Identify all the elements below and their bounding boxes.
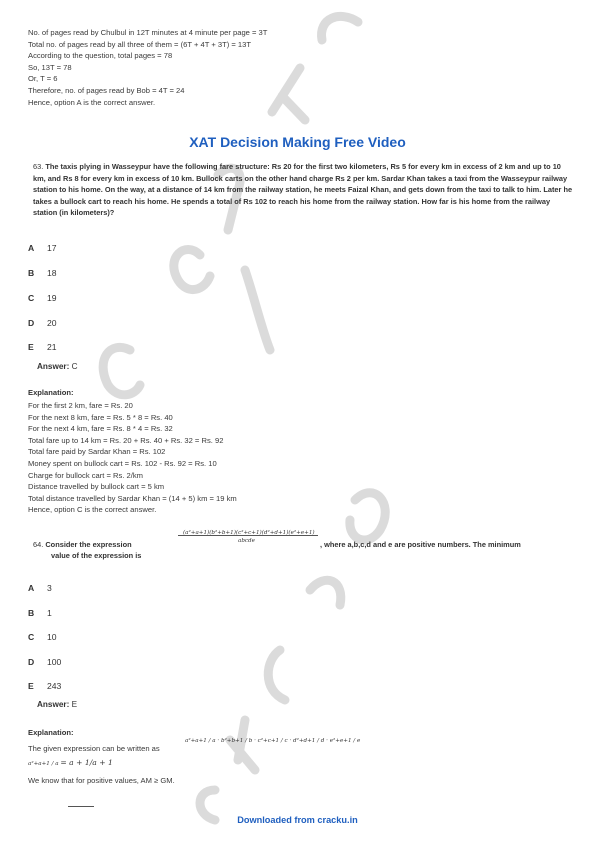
explanation-line: According to the question, total pages = 78 xyxy=(28,51,173,61)
option-value: 18 xyxy=(47,268,57,278)
option-letter: C xyxy=(28,293,35,303)
q64-option-d[interactable] xyxy=(28,657,61,667)
explanation-line: Total distance travelled by Sardar Khan = (14 + 5) km = 19 km xyxy=(28,493,237,503)
q64-identity xyxy=(28,758,113,767)
q64-explanation-title: Explanation: xyxy=(28,728,74,737)
q63-option-b[interactable] xyxy=(28,268,57,278)
q63-option-c[interactable] xyxy=(28,293,57,303)
answer-label: Answer: xyxy=(37,700,70,709)
question-63 xyxy=(33,161,573,219)
option-letter: B xyxy=(28,268,35,278)
q63-option-d[interactable] xyxy=(28,318,57,328)
footer-link[interactable]: Downloaded from cracku.in xyxy=(237,815,358,825)
explanation-line: Hence, option A is the correct answer. xyxy=(28,97,156,107)
answer-label: Answer: xyxy=(37,362,70,371)
question-text: The taxis plying in Wasseypur have the following fare structure: Rs 20 for the first two kilometers, Rs 5 for every km in excess of 2 km and up to 10 km, and Rs 8 for every km in excess of 10 km. Bullock carts on the other hand charge Rs 2 per km. Sardar Khan takes a taxi from the Wasseypur railway station to his home. On the way, at a distance of 14 km from the railway station, he meets Faizal Khan, and gets down from the taxi to talk to him. Later he takes a bullock cart to reach his home. He spends a total of Rs 102 to reach his home from the railway station. How far is his home from the railway station (in kilometers)? xyxy=(33,162,573,218)
question-number: 64. xyxy=(33,540,44,549)
question-text: Consider the expression xyxy=(45,540,132,549)
identity-rhs: = a + 1/a + 1 xyxy=(60,758,113,767)
explanation-line: Total fare up to 14 km = Rs. 20 + Rs. 40 + Rs. 32 = Rs. 92 xyxy=(28,435,224,445)
term: e²+e+1 / e xyxy=(329,738,361,744)
option-value: 10 xyxy=(47,632,57,642)
question-text-start xyxy=(33,539,132,551)
q63-answer xyxy=(37,362,78,371)
option-value: 21 xyxy=(47,342,57,352)
q64-option-b[interactable] xyxy=(28,608,52,618)
q64-expression-terms: a²+a+1 / a · b²+b+1 / b · c²+c+1 / c · d²+d+1 / d · e²+e+1 / e xyxy=(185,738,361,744)
explanation-line: So, 13T = 78 xyxy=(28,62,72,72)
option-letter: C xyxy=(28,632,35,642)
explanation-line: For the first 2 km, fare = Rs. 20 xyxy=(28,401,133,410)
footer-rule xyxy=(68,806,94,807)
explanation-line: Money spent on bullock cart = Rs. 102 - Rs. 92 = Rs. 10 xyxy=(28,458,217,468)
term: d²+d+1 / d xyxy=(293,738,325,744)
term: b²+b+1 / b xyxy=(220,738,253,744)
explanation-line: Therefore, no. of pages read by Bob = 4T = 24 xyxy=(28,85,185,95)
q64-option-e[interactable] xyxy=(28,681,61,691)
explanation-line: For the next 8 km, fare = Rs. 5 * 8 = Rs. 40 xyxy=(28,412,173,422)
option-value: 17 xyxy=(47,243,57,253)
q63-explanation-title: Explanation: xyxy=(28,388,74,397)
option-value: 3 xyxy=(47,583,52,593)
q63-option-e[interactable] xyxy=(28,342,57,352)
identity-lhs: a²+a+1 / a xyxy=(28,761,59,767)
option-letter: B xyxy=(28,608,35,618)
term: c²+c+1 / c xyxy=(257,738,288,744)
option-value: 243 xyxy=(47,681,62,691)
answer-value: C xyxy=(71,362,78,371)
explanation-line: For the next 4 km, fare = Rs. 8 * 4 = Rs. 32 xyxy=(28,424,173,434)
question-text-tail: , where a,b,c,d and e are positive numbers. The minimum xyxy=(320,540,521,549)
q64-option-a[interactable] xyxy=(28,583,52,593)
explanation-line: Hence, option C is the correct answer. xyxy=(28,505,157,515)
option-letter: E xyxy=(28,342,34,352)
option-letter: A xyxy=(28,243,35,253)
previous-explanation xyxy=(28,27,267,108)
explanation-line: Distance travelled by bullock cart = 5 km xyxy=(28,482,165,492)
explanation-line: Or, T = 6 xyxy=(28,74,58,84)
q63-explanation xyxy=(28,400,237,516)
question-text-line2: value of the expression is xyxy=(51,551,142,560)
fraction-numerator: (a²+a+1)(b²+b+1)(c²+c+1)(d²+d+1)(e²+e+1) xyxy=(183,530,315,536)
fraction-denominator: abcde xyxy=(238,538,255,544)
explanation-line: No. of pages read by Chulbul in 12T minutes at 4 minute per page = 3T xyxy=(28,28,268,37)
term: a²+a+1 / a xyxy=(185,738,216,744)
explanation-line: Total no. of pages read by all three of them = (6T + 4T + 3T) = 13T xyxy=(28,39,252,49)
option-value: 19 xyxy=(47,293,57,303)
question-number: 63. xyxy=(33,162,44,171)
option-value: 1 xyxy=(47,608,52,618)
section-heading-link[interactable]: XAT Decision Making Free Video xyxy=(189,134,406,150)
q64-answer xyxy=(37,700,77,709)
option-letter: A xyxy=(28,583,35,593)
q64-explanation-line3: We know that for positive values, AM ≥ GM. xyxy=(28,776,175,785)
explanation-line: Charge for bullock cart = Rs. 2/km xyxy=(28,470,144,480)
option-letter: D xyxy=(28,318,35,328)
q64-explanation-line1: The given expression can be written as xyxy=(28,744,160,753)
option-letter: D xyxy=(28,657,35,667)
explanation-line: Total fare paid by Sardar Khan = Rs. 102 xyxy=(28,447,166,457)
answer-value: E xyxy=(71,700,78,709)
option-value: 20 xyxy=(47,318,57,328)
option-letter: E xyxy=(28,681,34,691)
q64-option-c[interactable] xyxy=(28,632,57,642)
option-value: 100 xyxy=(47,657,62,667)
q63-option-a[interactable] xyxy=(28,243,57,253)
